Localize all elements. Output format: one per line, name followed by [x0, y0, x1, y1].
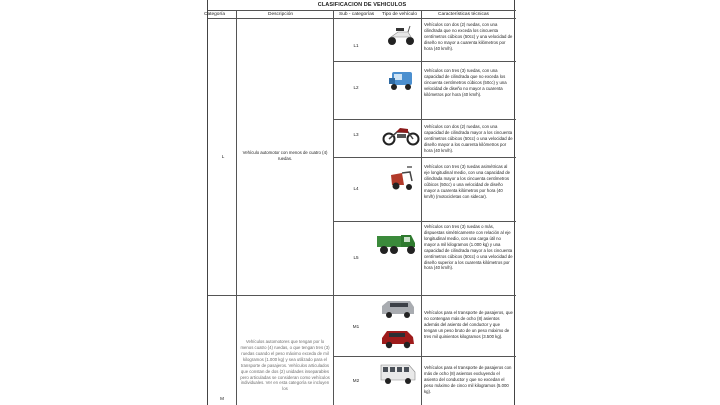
category-description-l: Vehículo automotor con menos de cuatro (4) ruedas.	[242, 150, 328, 161]
col-divider-1	[236, 10, 237, 405]
subcategory-code: L3	[353, 132, 359, 137]
characteristics-text: Vehículos con dos (2) ruedas, con una capacidad de cilindrada mayor a los cincuenta centímetros cúbicos (50cc) o una velocidad de diseño mayor a los cuarenta kilómetros por hora (40 km/h).	[424, 124, 513, 153]
subcategory-code: L1	[353, 43, 359, 48]
header-description: Descripción	[268, 12, 294, 17]
scooter-image	[386, 24, 416, 46]
cargo-tricycle-image	[375, 229, 421, 257]
subcategory-code: M1	[352, 324, 360, 329]
subcategory-code: L4	[353, 186, 359, 191]
subcategory-code: M2	[352, 378, 360, 383]
col-divider-2	[333, 10, 334, 405]
characteristics-text: Vehículos con dos (2) ruedas, con una cilindrada que no exceda los cincuenta centímetros cúbicos (50cc) y una velocidad de diseño no mayor a cuarenta kilómetros por hora (40 km/h).	[424, 22, 513, 51]
category-description-m: Vehículos automotores que tengan por lo menos cuatro (4) ruedas, o que tengan tres (3) ruedas cuando el peso máximo exceda de mil kilogramos (1.000 kg) y sea utilizado para el transporte de pasajeros. Vehículos articulados que constan de dos (2) unidades inseparables pero articuladas se consideran como vehículos individuales. Ver en esta categoría se incluyen los	[240, 339, 330, 392]
row-divider-l1	[333, 61, 516, 62]
characteristics-text: Vehículos con tres (3) ruedas, con una capacidad de cilindrada que no exceda los cincuenta centímetros cúbicos (50cc) y una velocidad de diseño no mayor a cuarenta kilómetros por hora (40 km/h).	[424, 68, 507, 97]
characteristics-text: Vehículos para el transporte de pasajeros, que no contengan más de ocho (8) asientos además del asiento del conductor y que tengan un peso bruto de un peso máximo de tres mil quinientos kilogramos (3.500 kg).	[424, 310, 513, 339]
characteristics-text: Vehículos con tres (3) ruedas asimétricas al eje longitudinal medio, con una capacidad de cilindrada mayor a los cincuenta centímetros cúbicos (50cc) o una velocidad de diseño mayor a cuarenta kilómetros por hora (40 km/h) (motocicletas con sidecar).	[424, 164, 511, 199]
header-divider	[208, 18, 516, 19]
subcategory-code: L5	[353, 255, 359, 260]
classification-table	[204, 0, 515, 405]
motorcycle-image	[382, 124, 420, 146]
row-divider-l4	[333, 221, 516, 222]
row-divider-m1	[333, 356, 516, 357]
suv-image	[380, 327, 416, 349]
tricycle-image	[386, 68, 416, 92]
header-vehicle-type: Tipo de vehículo	[382, 12, 418, 17]
title-divider	[208, 10, 516, 11]
header-category: Categoría	[204, 12, 226, 17]
col-divider-3	[421, 10, 422, 405]
category-divider	[208, 295, 516, 296]
category-code-l: L	[221, 154, 225, 159]
header-subcategory: Sub - categorías	[339, 12, 375, 17]
row-divider-l2	[333, 119, 516, 120]
characteristics-text: Vehículos con tres (3) ruedas o más, dispuestas simétricamente con relación al eje longitudinal medio, con una carga útil no mayor a mil kilogramos (1.000 kg) y una capacidad de cilindrada mayor a los cincuenta centímetros cúbicos (50cc) o una velocidad de diseño superior a los cuarenta kilómetros por hora (40 km/h).	[424, 224, 513, 271]
row-divider-l3	[333, 157, 516, 158]
characteristics-text: Vehículos para el transporte de pasajeros con más de ocho (8) asientos excluyendo el asiento del conductor y que no excedan el peso máximo de cinco mil kilogramos (5.000 kg).	[424, 365, 512, 394]
sidecar-motorcycle-image	[388, 163, 416, 191]
document-title: CLASIFICACION DE VEHICULOS	[317, 2, 407, 8]
van-image	[380, 299, 416, 319]
minibus-image	[379, 361, 417, 385]
header-characteristics: Características técnicas	[438, 12, 489, 17]
category-code-m: M	[220, 396, 224, 401]
subcategory-code: L2	[353, 85, 359, 90]
